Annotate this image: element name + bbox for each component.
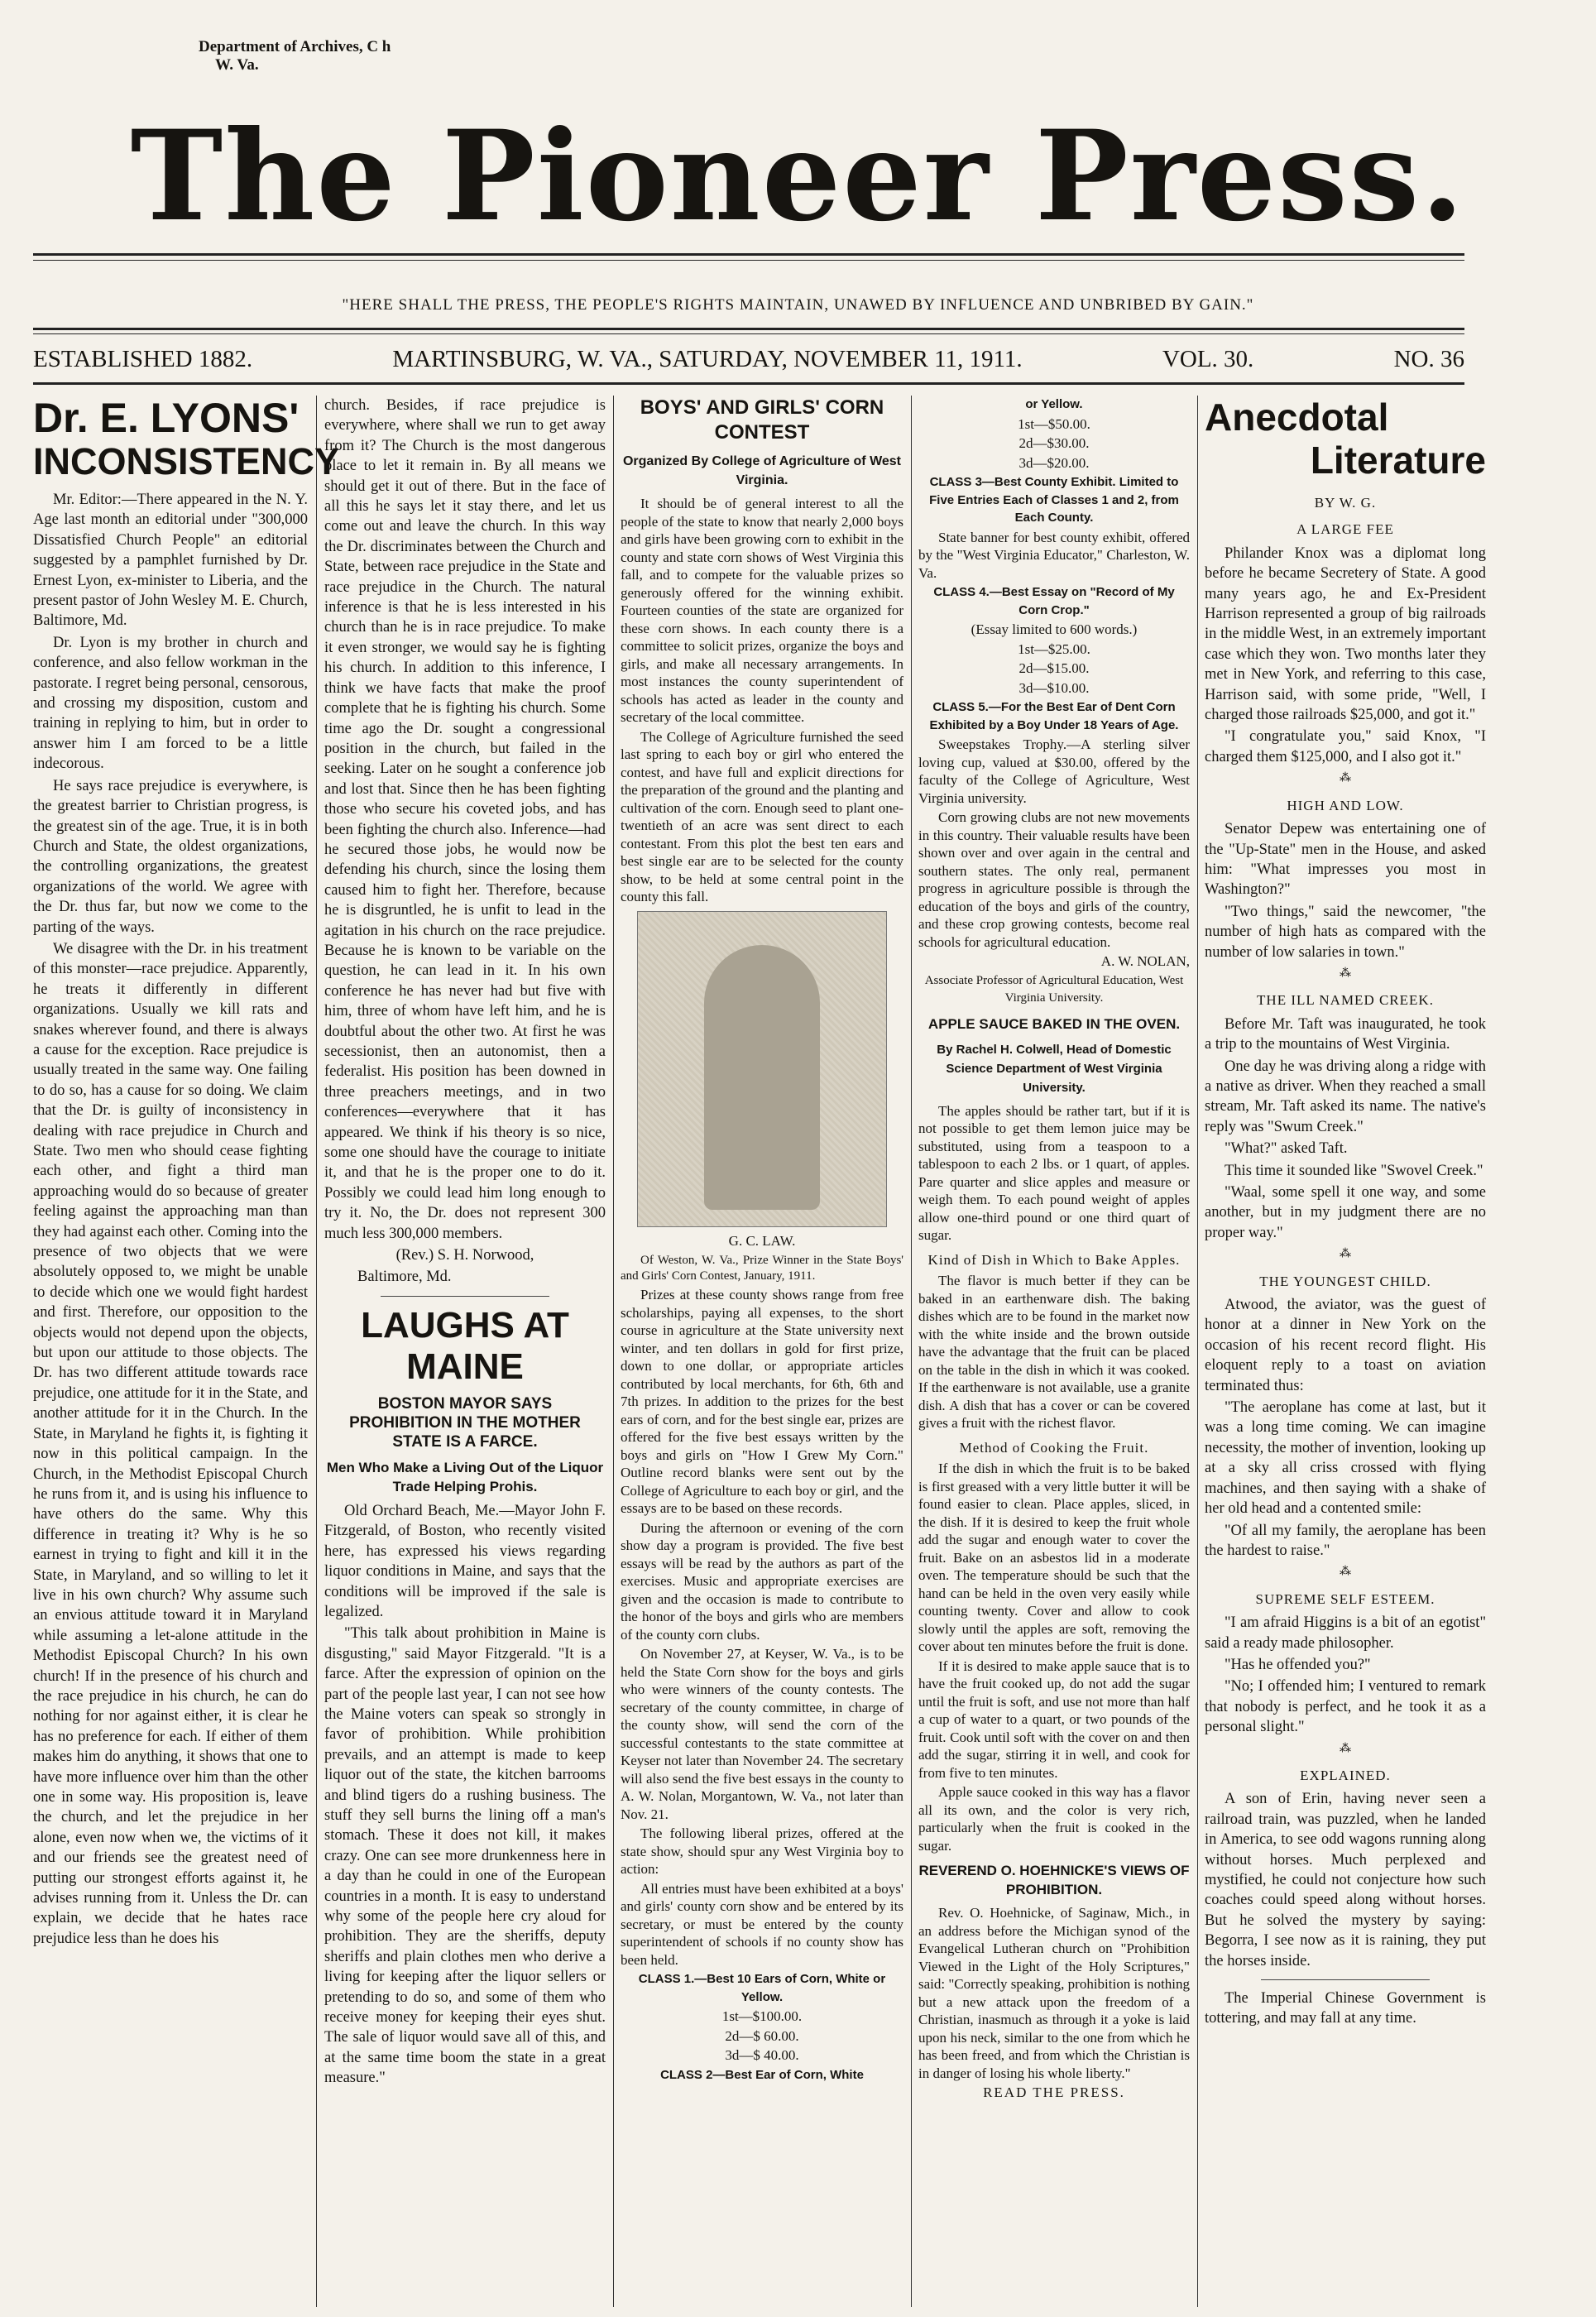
article-paragraph: Mr. Editor:—There appeared in the N. Y. Age last month an editorial under "300,000 Dissatisfied Church People" an editorial suggested by a pamphlet furnished by Dr. Ernest Lyon, ex-minister to Liberia, and the present pastor of John Wesley M. E. Church, Baltimore, Md. [33,492,308,630]
ornament-icon: ⁂ [1340,967,1351,980]
article-paragraph: One day he was driving along a ridge with a native as driver. When they reached a small stream, Mr. Taft asked its name. The native's reply was "Swum Creek." [1205,1058,1486,1135]
masthead-rule-top [33,253,1464,256]
headline-lyons-2: INCONSISTENCY [33,440,340,482]
prize-class: or Yellow. [1025,397,1083,411]
article-paragraph: The flavor is much better if they can be baked in an earthenware dish. The baking dishes which are to be found in the market now with the white inside and the brown outside have the advantage that the fruit can be placed on the table in the dish in which it was cooked. If the earthenware is not available, use a granite dish. A dish that has a cover or can be covered gives a fruit with the richest flavor. [918,1273,1190,1431]
headline-laughs-at-maine: LAUGHS AT MAINE [361,1304,569,1387]
photo-caption: G. C. LAW. [728,1232,796,1249]
prize-line: 1st—$100.00. [721,2008,803,2024]
article-paragraph: "Has he offended you?" [1225,1656,1371,1673]
article-paragraph: "What?" asked Taft. [1225,1140,1348,1158]
prize-line: 1st—$50.00. [1018,415,1090,432]
prize-note: (Essay limited to 600 words.) [971,621,1138,637]
separator [381,1296,549,1297]
article-paragraph: Corn growing clubs are not new movements in this country. Their valuable results have been shown over and over again in the central and southern states. The only real, permanent progress in agriculture possible is through the education of the boys and girls of the country, and these crop growing contests, become real schools for agricultural education. [918,809,1190,950]
article-paragraph: State banner for best county exhibit, offered by the "West Virginia Educator," Charleston, W. Va. [918,529,1190,581]
article-paragraph: All entries must have been exhibited at a boys' and girls' county corn show and be entered by its secretary, or must be entered by the county superintendent of schools if no county show has been held. [621,1880,903,1968]
article-paragraph: Sweepstakes Trophy.—A sterling silver loving cup, valued at $30.00, offered by the faculty of the College of Agriculture, West Virginia university. [918,736,1190,806]
article-paragraph: The Imperial Chinese Government is tottering, and may fall at any time. [1205,1990,1486,2027]
dateline [33,346,1464,373]
column-2 [324,396,606,2299]
ornament-icon: ⁂ [1340,1566,1351,1579]
headline-corn-contest: BOYS' AND GIRLS' CORN CONTEST [640,396,884,444]
article-paragraph: "Waal, some spell it one way, and some another, but in my judgment there are no proper way." [1205,1184,1486,1241]
article-paragraph: On November 27, at Keyser, W. Va., is to be held the State Corn show for the boys and girls who were winners of the county contests. The secretary of the county committee, in charge of the county show, will send the corn of the successful contestants to the state committee at Keyser not later than November 24. The secretary will also send the five best essays in the county to A. W. Nolan, Morgantown, W. Va., not later than Nov. 21. [621,1646,903,1822]
column-1 [33,395,340,2299]
separator [1261,1979,1430,1980]
place-date-text: MARTINSBURG, W. VA., SATURDAY, NOVEMBER 11, 1911. [392,346,1023,372]
prize-line: 2d—$30.00. [1018,435,1090,451]
article-paragraph: Atwood, the aviator, was the guest of honor at a dinner in New York on the occasion of his recent record flight. His eloquent reply to a toast on aviation terminated thus: [1205,1297,1486,1394]
headline-anecdotal-2: Literature [1310,439,1486,482]
section-heading: THE ILL NAMED CREEK. [1257,992,1434,1009]
signature-title: Associate Professor of Agricultural Education, West Virginia University. [924,973,1184,1005]
section-heading: HIGH AND LOW. [1287,797,1404,813]
article-paragraph: The College of Agriculture furnished the seed last spring to each boy or girl who entered the contest, and have full and explicit directions for the preparation of the ground and the planting and cultivation of the corn. Enough seed to plant one-twentieth of an acre was sent direct to each contestant. From this plot the best ten ears and best single ear are to be selected for the county show, to be held at some central point in the county this fall. [621,728,903,904]
column-3 [621,396,903,2299]
motto: "HERE SHALL THE PRESS, THE PEOPLE'S RIGHTS MAINTAIN, UNAWED BY INFLUENCE AND UNBRIBED BY GAIN." [342,296,1254,314]
masthead-title: The Pioneer Press. [130,103,1466,249]
article-paragraph: We disagree with the Dr. in his treatment of this monster—race prejudice. Apparently, he treats it differently in different organizations. Usually we kill rats and snakes wherever found, and there is always a cause for the exception. Race prejudice is usually treated in the same way. One failing to do so, has a cause for so doing. We claim that the Dr. is guilty of inconsistency in dealing with race prejudice in Church and State. Two men who should cease fighting each other, and fight a third man approaching would do so because of greater feeling against the approaching man than they had against each other. Coming into the presence of two objects that we were absolutely opposed to, we might be unable to decide which one we would fight hardest and first. Therefore, our opposition to the objects would not depend upon the objects, but upon our attitude to those objects. The Dr. has two different attitude towards race prejudice, one attitude for it in the State, and another attitude for it in the Church. In the State, in Maryland he fights it, is fighting it now in this political campaign. In the Church, in the Methodist Episcopal Church he runs from it, and is using his influence to have others do the same. Why this difference in treating it? Why is he so earnest in trying to fight and kill it in the State, in Maryland, and so willing to let it live in his own church? Why assume such an envious attitude toward it in Maryland while assuming a let-alone attitude in the Methodist Episcopal Church? In his own church! If in the presence of his church and the race prejudice in his church, he can do nothing for nor against either, it is clear he has no preference for each. If either of them makes him do anything, it shows that one to have more influence over him than the other one in some way. His proposition is, leave the church, and let the prejudice in her alone, even now when we, the victims of it and our friends see the greatest need of putting our strongest efforts against it, he advises running from it. Unless the Dr. can explain, we decide that he hates race prejudice less than he does his [33,940,308,1947]
article-paragraph: If the dish in which the fruit is to be baked is first greased with a very little butter it will be found easier to clean. Place apples, sliced, in the dish. If it is desired to keep the fruit whole add the sugar and enough water to cover the fruit. Bake on an asbestos lid in a moderate oven. The temperature should be such that the hand can be held in the oven very easily while counting twenty. Cover and allow to cook slowly until the apples are soft, removing the cover about ten minutes before the fruit is done. [918,1461,1190,1654]
dateline-rule [33,382,1464,385]
section-heading: SUPREME SELF ESTEEM. [1255,1590,1435,1607]
article-paragraph: It should be of general interest to all the people of the state to know that nearly 2,000 boys and girls have been growing corn to exhibit in the county and state corn shows of West Virginia this fall, and to compete for the valuable prizes so generously offered for the winning exhibit. Fourteen counties of the state are organized for these corn shows. In each county there is a committee to solicit prizes, organize the boys and girls, and make all necessary arrangements. In most instances the county superintendent of schools has acted as leader in the county and secretary of the local committee. [621,496,903,725]
subheadline: Men Who Make a Living Out of the Liquor Trade Helping Prohis. [326,1459,604,1494]
column-divider [316,396,317,2307]
column-divider [1197,396,1198,2307]
subheadline: BOSTON MAYOR SAYS PROHIBITION IN THE MOTHER STATE IS A FARCE. [349,1394,581,1451]
article-paragraph: Rev. O. Hoehnicke, of Saginaw, Mich., in an address before the Michigan synod of the Evangelical Lutheran church on "Prohibition Viewed in the Light of the Holy Scriptures," said: "Correctly speaking, prohibition is nothing but a new attack upon the freedom of a Christian, inasmuch as through it a yoke is laid upon his neck, similar to the one from which he has been freed, and from which the Christian is in danger of losing his whole liberty." [918,1905,1191,2081]
article-paragraph: "The aeroplane has come at last, but it was a long time coming. We can imagine necessity, the mother of invention, looking up at a sky all criss crossed with flying machines, and then saying with a shake of her old head and a contented smile: [1205,1399,1486,1518]
article-paragraph: During the afternoon or evening of the corn show day a program is provided. The five best essays will be read by the authors as part of the exercises. Music and appropriate exercises are given and the occasion is made to contribute to the honor of the boys and girls who are members of the county corn clubs. [621,1519,903,1643]
section-heading: Method of Cooking the Fruit. [959,1439,1149,1456]
byline: BY W. G. [1314,495,1377,511]
headline-lyons-1: Dr. E. LYONS' [33,395,300,441]
section-heading: A LARGE FEE [1296,521,1394,538]
article-paragraph: Before Mr. Taft was inaugurated, he took a trip to the mountains of West Virginia. [1205,1015,1486,1053]
article-paragraph: Old Orchard Beach, Me.—Mayor John F. Fitzgerald, of Boston, who recently visited here, has expressed his views regarding liquor conditions in Maine, and says that the conditions will be improved if the sale is legalized. [324,1502,606,1620]
subheadline: Organized By College of Agriculture of West Virginia. [622,454,902,487]
article-paragraph: "I am afraid Higgins is a bit of an egotist" said a ready made philosopher. [1205,1614,1486,1652]
signature-place: Baltimore, Md. [357,1269,452,1286]
section-heading: THE YOUNGEST CHILD. [1259,1273,1431,1289]
section-heading: Kind of Dish in Which to Bake Apples. [927,1251,1181,1268]
byline: By Rachel H. Colwell, Head of Domestic Science Department of West Virginia University. [937,1042,1172,1095]
article-paragraph: This time it sounded like "Swovel Creek." [1225,1162,1483,1179]
portrait-figure [704,945,820,1210]
portrait-photo [637,911,887,1227]
headline-apple-sauce: APPLE SAUCE BAKED IN THE OVEN. [927,1015,1181,1032]
motto-rule-top [33,328,1464,330]
ornament-icon: ⁂ [1340,1248,1351,1261]
archive-stamp [199,38,391,74]
ornament-icon: ⁂ [1340,772,1351,785]
prize-class: CLASS 2—Best Ear of Corn, White [660,2067,864,2082]
article-paragraph: Senator Depew was entertaining one of the "Up-State" men in the House, and asked him: "What impresses you most in Washington?" [1205,821,1486,899]
prize-class: CLASS 3—Best County Exhibit. Limited to Five Entries Each of Classes 1 and 2, from Each County. [929,475,1179,525]
article-paragraph: church. Besides, if race prejudice is everywhere, where shall we run to get away from it? The Church is the most dangerous place to let it remain in. By all means we should get it out of there. But in the face of all this he says let it stay there, and let us come out and leave the church. In this way the Dr. discriminates between the Church and State, between race prejudice in the State and race prejudice in the Church. The natural inference is that he is less interested in his church than he is in race prejudice. To make it even stronger, we would say he is fighting his church. In addition to this inference, I think we have facts that make the proof complete that he is fighting his church. Some time ago the Dr. sought a congressional position in the church, but failed in the seeking. Later on he sought a conference job and lost that. Since then he has been fighting those who secure his coveted jobs, and has been fighting the church also. Inference—had he secured those jobs, he would now be defending his church, since the losing them caused him to fight her. Therefore, because he is disgruntled, he is unfit to lead in the agitation in his church on the race prejudice. Because he is known to be variable on the question, he can lead in it. In his own conference he has never had but five with him, three of whom have left him, and he is doubtful about the other two. At first he was secessionist, then an autonomist, then a federalist. His position has been downed in three preachers meetings, and in two conferences—everywhere that it has appeared. We think if his theory is so nice, some one should have the courage to initiate it, and that he is the proper one to do it. Possibly we could lead him long enough to try it. No, the Dr. does not represent 300 much less 300,000 members. [324,397,606,1242]
prize-line: 2d—$15.00. [1018,660,1090,676]
article-paragraph: "Of all my family, the aeroplane has been the hardest to raise." [1205,1522,1486,1559]
headline-hoehnicke: REVEREND O. HOEHNICKE'S VIEWS OF PROHIBITION. [918,1863,1190,1897]
section-heading: EXPLAINED. [1300,1767,1391,1783]
prize-class: CLASS 1.—Best 10 Ears of Corn, White or Yellow. [638,1972,886,2004]
article-paragraph: If it is desired to make apple sauce that is to have the fruit cooked up, do not add the sugar until the fruit is soft, and use not more than half a cup of water to a quart, or two pounds of the fruit. Cook until soft with the cover on and then add the sugar, stirring it in well, and cook for from five to ten minutes. [918,1657,1190,1781]
signature-name: A. W. NOLAN, [1100,953,1190,969]
stamp-line-2: W. Va. [215,56,259,74]
article-paragraph: The apples should be rather tart, but if it is not possible to get them lemon juice may be substituted, using from a teaspoon to a tablespoon to each 2 lbs. or 1 quart, of apples. Pare quarter and slice apples and measure or weigh them. To each pound weight of apples allow one-third pound or one third quart of sugar. [918,1102,1190,1243]
signature-name: (Rev.) S. H. Norwood, [395,1247,534,1264]
footer-read-the-press: READ THE PRESS. [983,2084,1125,2100]
masthead-rule-thin [33,260,1464,261]
photo-description: Of Weston, W. Va., Prize Winner in the State Boys' and Girls' Corn Contest, January, 1911. [621,1254,903,1283]
article-paragraph: "This talk about prohibition in Maine is disgusting," said Mayor Fitzgerald. "It is a farce. After the expression of opinion on the part of the people last year, I can not see how the Maine voters can speak so strongly in favor of prohibition. While prohibition prevails, and an attempt is made to keep liquor out of the state, the kitchen barrooms and blind tigers do a rushing business. The stuff they sell burns the lining off a man's stomach. These it does not kill, it makes crazy. One can see more drunkenness here in a day than he could in one of the European countries in a month. It is easy to understand why some of the people here cry aloud for prohibition. They are the sheriffs, deputy sheriffs and plain clothes men who derive a living for keeping after the liquor sellers or pretending to do so, and some of them who receive money for keeping their eyes shut. The sale of liquor would save all of this, and at the same time boom the state in a great measure." [324,1625,606,2087]
article-paragraph: The following liberal prizes, offered at the state show, should spur any West Virginia boy to action: [621,1825,903,1877]
article-paragraph: Philander Knox was a diplomat long before he became Secretery of State. A good many years ago, he and Ex-President Harrison represented a group of big railroads in the middle West, in an extremely important case which they won. Two months later they met in New York, and referring to this case, Harrison said, with some pride, "Well, I charged those railroads $25,000, and got it." [1205,544,1486,724]
column-5 [1205,396,1486,2299]
article-paragraph: He says race prejudice is everywhere, is the greatest barrier to Christian progress, is the greatest sin of the age. True, it is in both Church and State, the oldest organizations, the controlling organizations, the greatest organizations of the world. We agree with the Dr. thus far, but now we come to the parting of the ways. [33,777,308,936]
volume-text: VOL. 30. [1162,346,1254,372]
article-paragraph: "Two things," said the newcomer, "the number of high hats as compared with the number of low salaries in town." [1205,903,1486,961]
ornament-icon: ⁂ [1340,1742,1351,1755]
article-paragraph: Prizes at these county shows range from free scholarships, paying all expenses, to the short course in agriculture at the State university next winter, and ten dollars in gold for first prize, down to one dollar, or appropriate articles contributed by local merchants, for 6th, 6th and 7th prizes. In addition to the prizes for the best ears of corn, and for the best single ear, prizes are offered for the five best essays written by the boys and girls on "How I Grew My Corn." Outline record blanks were sent out by the College of Agriculture to each boy or girl, and the essays are to be based on these records. [621,1287,903,1516]
prize-class: CLASS 4.—Best Essay on "Record of My Corn Crop." [933,585,1175,617]
stamp-line-1: Department of Archives, C h [199,38,391,55]
prize-line: 3d—$20.00. [1018,454,1090,471]
article-paragraph: "No; I offended him; I ventured to remark that nobody is perfect, and he took it as a personal slight." [1205,1678,1486,1736]
prize-line: 3d—$10.00. [1018,679,1090,696]
article-paragraph: "I congratulate you," said Knox, "I charged them $125,000, and I also got it." [1205,728,1486,765]
prize-line: 3d—$ 40.00. [725,2047,799,2063]
column-divider [911,396,912,2307]
prize-class: CLASS 5.—For the Best Ear of Dent Corn Exhibited by a Boy Under 18 Years of Age. [929,700,1179,732]
column-divider [613,396,614,2307]
article-paragraph: Apple sauce cooked in this way has a flavor all its own, and the color is very rich, particularly when the fruit is cooked in the sugar. [918,1784,1190,1854]
article-paragraph: A son of Erin, having never seen a railroad train, was puzzled, when he landed in America, to see odd wagons running along without horses. Much perplexed and mystified, he could not conjecture how such coaches could speed along without horses. But he solved the mystery by saying: Begorra, I see now as it is raining, they put the horses inside. [1205,1791,1486,1969]
prize-line: 2d—$ 60.00. [725,2027,799,2044]
column-4 [918,396,1190,2299]
motto-rule-thin [33,333,1464,334]
headline-anecdotal-1: Anecdotal [1205,396,1389,439]
article-paragraph: Dr. Lyon is my brother in church and conference, and also fellow workman in the pastorate. I regret being personal, censorous, and crossing my disposition, custom and training in replying to him, but in order to answer him I am forced to be a little indecorous. [33,634,308,773]
established-text: ESTABLISHED 1882. [33,346,253,372]
prize-line: 1st—$25.00. [1018,640,1090,657]
issue-number-text: NO. 36 [1393,346,1464,372]
